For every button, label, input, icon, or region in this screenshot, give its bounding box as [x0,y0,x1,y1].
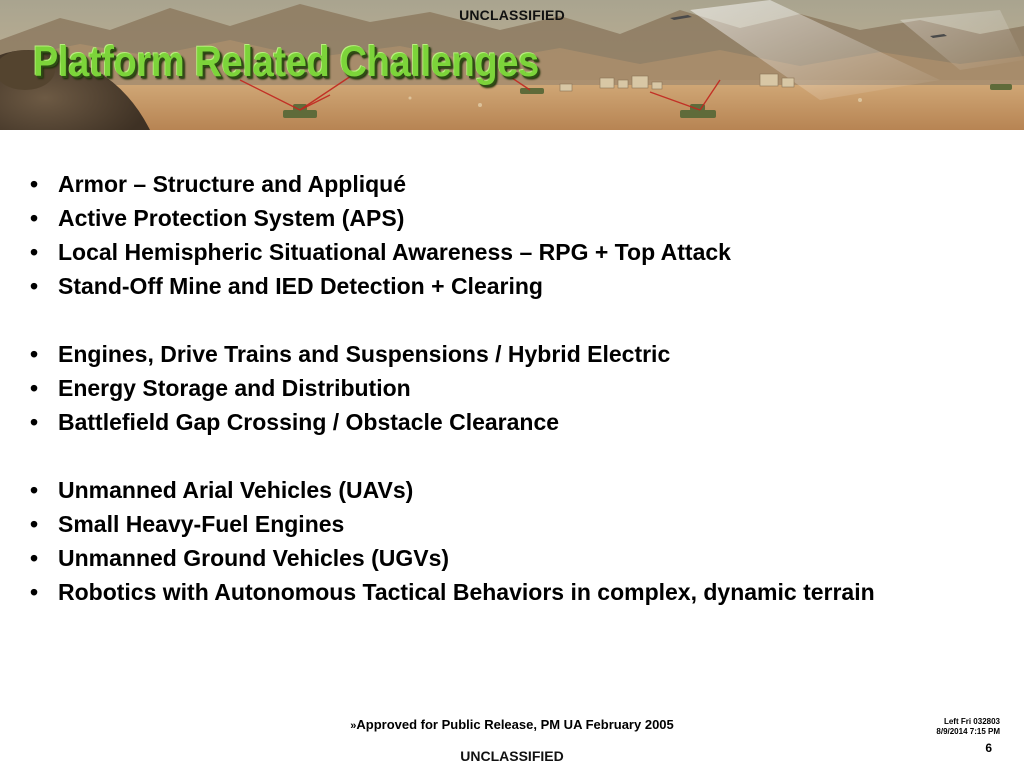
bullet-item: • Stand-Off Mine and IED Detection + Clearing [30,272,930,301]
bullet-list [30,170,930,612]
release-marker: » [350,720,357,732]
classification-bottom: UNCLASSIFIED [460,748,564,764]
bullet-item: • Active Protection System (APS) [30,204,930,233]
classification-top: UNCLASSIFIED [459,7,565,23]
bullet-item: • Local Hemispheric Situational Awareness – RPG + Top Attack [30,238,930,267]
release-note [0,717,1024,732]
bullet-item: • Unmanned Ground Vehicles (UGVs) [30,544,930,573]
bullet-item: • Armor – Structure and Appliqué [30,170,930,199]
release-text: Approved for Public Release, PM UA February 2005 [356,717,674,732]
bullet-item: • Unmanned Arial Vehicles (UAVs) [30,476,930,505]
bullet-item: • Small Heavy-Fuel Engines [30,510,930,539]
meta-line-2: 8/9/2014 7:15 PM [936,727,1000,736]
bullet-item: • Energy Storage and Distribution [30,374,930,403]
footer-meta [936,717,1000,737]
bullet-item: • Battlefield Gap Crossing / Obstacle Clearance [30,408,930,437]
bullet-item: • Engines, Drive Trains and Suspensions / Hybrid Electric [30,340,930,369]
header-banner [0,0,1024,130]
slide-title: Platform Related Challenges [33,38,539,86]
bullet-item: • Robotics with Autonomous Tactical Behaviors in complex, dynamic terrain [30,578,930,607]
meta-line-1: Left Fri 032803 [943,717,1000,726]
page-number: 6 [985,741,992,755]
